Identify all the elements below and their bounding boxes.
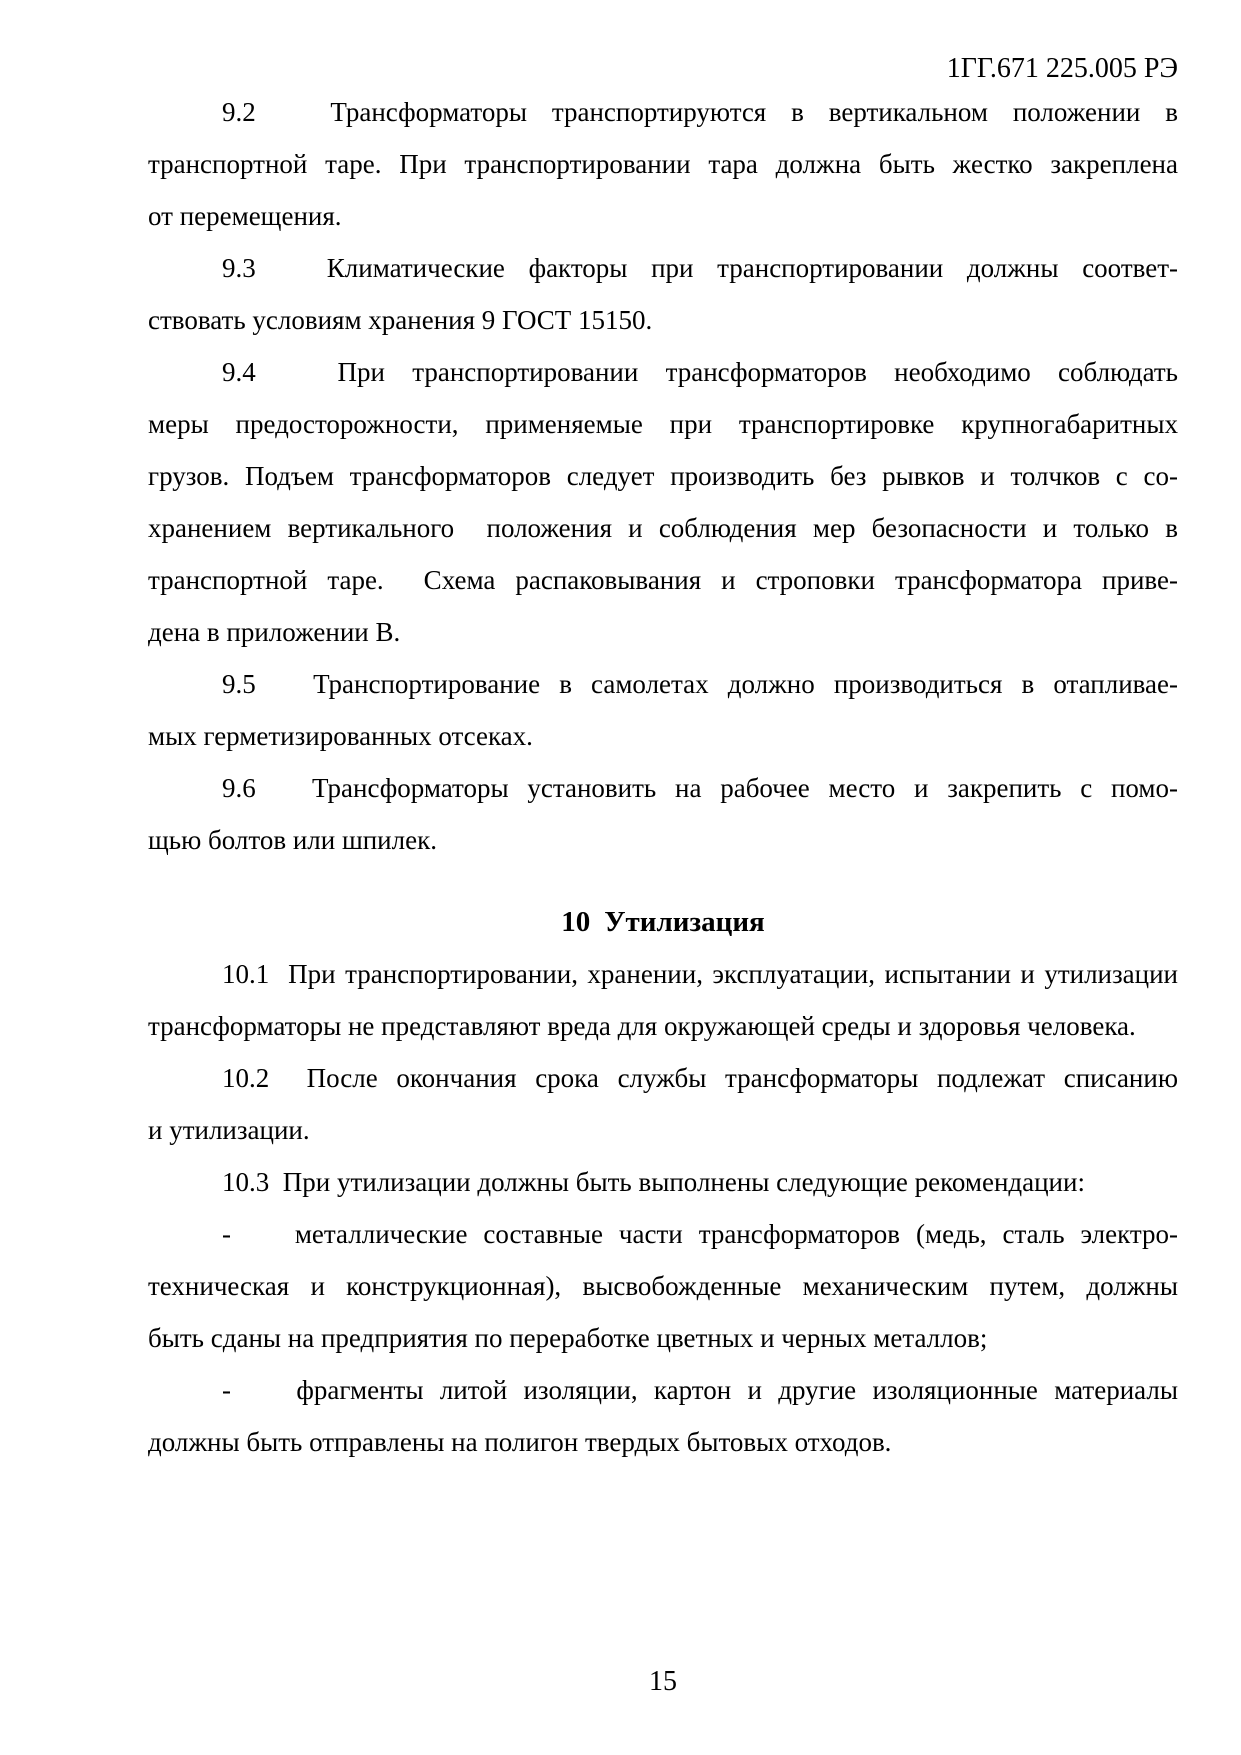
paragraph-10-2 xyxy=(148,1052,1178,1156)
text-line: грузов. Подъем трансформаторов следует производить без рывков и толчков с со- xyxy=(148,461,1178,491)
text-line: от перемещения. xyxy=(148,201,342,231)
text-line: 10.2 После окончания срока службы трансформаторы подлежат списанию xyxy=(222,1063,1178,1093)
paragraph-9-4 xyxy=(148,346,1178,658)
text-line: 10.1 При транспортировании, хранении, эксплуатации, испытании и утилизации xyxy=(222,959,1178,989)
paragraph-10-3 xyxy=(148,1156,1178,1208)
paragraph-9-2 xyxy=(148,86,1178,242)
document-body xyxy=(148,86,1178,1468)
paragraph-9-6 xyxy=(148,762,1178,866)
text-line: дена в приложении В. xyxy=(148,617,401,647)
text-line: 9.6 Трансформаторы установить на рабочее место и закрепить с помо- xyxy=(222,773,1178,803)
text-line: - фрагменты литой изоляции, картон и другие изоляционные материалы xyxy=(222,1375,1178,1405)
text-line: - металлические составные части трансформаторов (медь, сталь электро- xyxy=(222,1219,1178,1249)
text-line: ствовать условиям хранения 9 ГОСТ 15150. xyxy=(148,305,653,335)
section-heading-utilization xyxy=(148,896,1178,948)
section-title: Утилизация xyxy=(604,906,765,938)
document-code: 1ГГ.671 225.005 РЭ xyxy=(946,53,1178,84)
text-line: 10.3 При утилизации должны быть выполнены следующие рекомендации: xyxy=(222,1167,1085,1197)
text-line: транспортной таре. Схема распаковывания и строповки трансформатора приве- xyxy=(148,565,1178,595)
section-number: 10 xyxy=(561,906,591,938)
page-number: 15 xyxy=(649,1666,677,1697)
text-line: транспортной таре. При транспортировании тара должна быть жестко закреплена xyxy=(148,149,1178,179)
paragraph-10-1 xyxy=(148,948,1178,1052)
text-line: хранением вертикального положения и соблюдения мер безопасности и только в xyxy=(148,513,1178,543)
text-line: трансформаторы не представляют вреда для окружающей среды и здоровья человека. xyxy=(148,1011,1136,1041)
text-line: техническая и конструкционная), высвобожденные механическим путем, должны xyxy=(148,1271,1178,1301)
text-line: 9.4 При транспортировании трансформаторов необходимо соблюдать xyxy=(222,357,1178,387)
text-line: должны быть отправлены на полигон твердых бытовых отходов. xyxy=(148,1427,892,1457)
text-line: быть сданы на предприятия по переработке цветных и черных металлов; xyxy=(148,1323,988,1353)
text-line: 9.3 Климатические факторы при транспортировании должны соответ- xyxy=(222,253,1178,283)
text-line: 9.5 Транспортирование в самолетах должно производиться в отапливае- xyxy=(222,669,1178,699)
list-item-metals xyxy=(148,1208,1178,1364)
text-line: щью болтов или шпилек. xyxy=(148,825,437,855)
text-line: 9.2 Трансформаторы транспортируются в вертикальном положении в xyxy=(222,97,1178,127)
text-line: мых герметизированных отсеках. xyxy=(148,721,533,751)
text-line: меры предосторожности, применяемые при транспортировке крупногабаритных xyxy=(148,409,1178,439)
paragraph-9-5 xyxy=(148,658,1178,762)
text-line: и утилизации. xyxy=(148,1115,310,1145)
list-item-insulation xyxy=(148,1364,1178,1468)
paragraph-9-3 xyxy=(148,242,1178,346)
